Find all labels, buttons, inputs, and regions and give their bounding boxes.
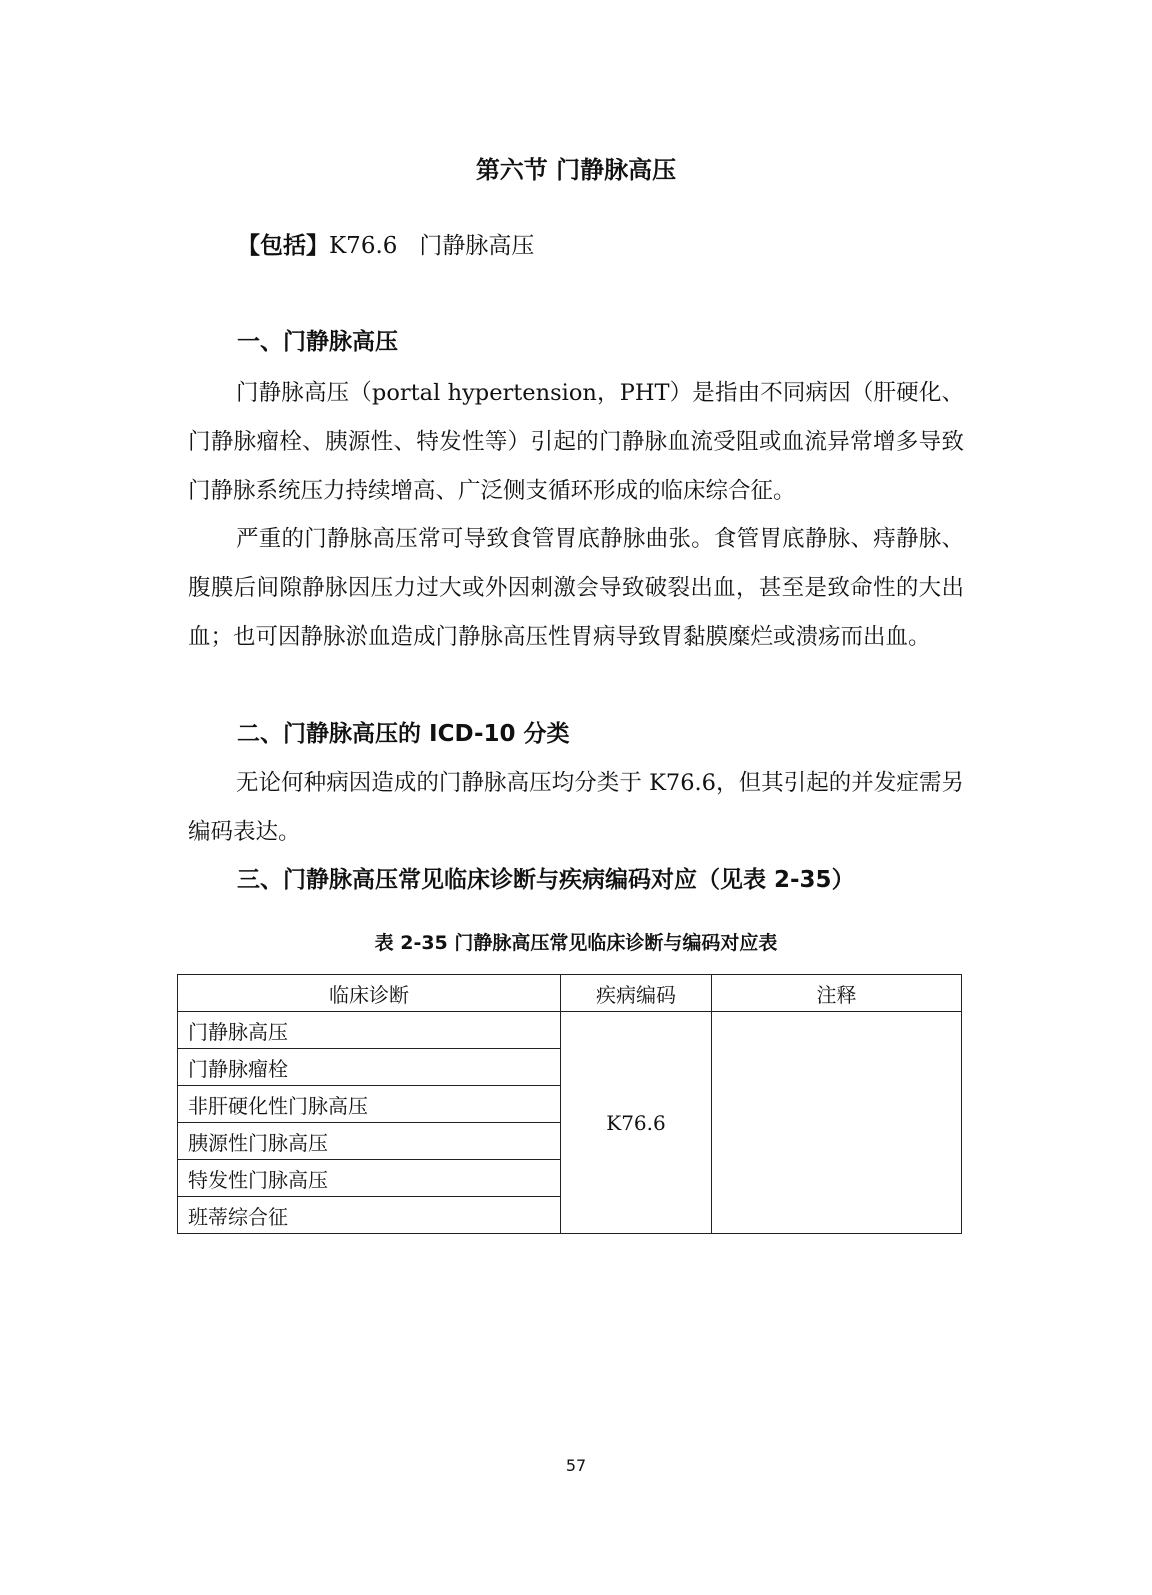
includes-name: 门静脉高压: [419, 233, 535, 259]
table-caption: 表 2-35 门静脉高压常见临床诊断与编码对应表: [374, 932, 778, 954]
paragraph-2: 严重的门静脉高压常可导致食管胃底静脉曲张。食管胃底静脉、痔静脉、腹膜后间隙静脉因压力过大或外因刺激会导致破裂出血，甚至是致命性的大出血；也可因静脉淤血造成门静脉高压性胃病导致胃黏膜糜烂或溃疡而出血。: [188, 526, 964, 650]
diagnosis-cell: 特发性门脉高压: [178, 1160, 561, 1197]
heading-2: 二、门静脉高压的 ICD-10 分类: [237, 721, 570, 747]
diagnosis-cell: 胰源性门脉高压: [178, 1123, 561, 1160]
paragraph-1: 门静脉高压（portal hypertension，PHT）是指由不同病因（肝硬化、门静脉瘤栓、胰源性、特发性等）引起的门静脉血流受阻或血流异常增多导致门静脉系统压力持续增高、广泛侧支循环形成的临床综合征。: [188, 380, 964, 504]
diagnosis-cell: 非肝硬化性门脉高压: [178, 1086, 561, 1123]
includes-line: [237, 226, 534, 266]
includes-label: 【包括】: [237, 233, 329, 259]
section-title: 第六节 门静脉高压: [475, 156, 677, 184]
table-row: [178, 1012, 962, 1049]
diagnosis-cell: 班蒂综合征: [178, 1197, 561, 1234]
table-header-row: [178, 975, 962, 1012]
header-note: 注释: [712, 975, 962, 1012]
heading-3: 三、门静脉高压常见临床诊断与疾病编码对应（见表 2-35）: [237, 867, 855, 893]
includes-code: K76.6: [329, 233, 398, 259]
paragraph-3: 无论何种病因造成的门静脉高压均分类于 K76.6，但其引起的并发症需另编码表达。: [188, 770, 964, 845]
page-number: 57: [565, 1456, 587, 1475]
heading-1: 一、门静脉高压: [237, 329, 398, 355]
icd-table: [177, 974, 962, 1234]
diagnosis-cell: 门静脉高压: [178, 1012, 561, 1049]
code-cell: K76.6: [561, 1012, 712, 1234]
header-diagnosis: 临床诊断: [178, 975, 561, 1012]
diagnosis-cell: 门静脉瘤栓: [178, 1049, 561, 1086]
header-code: 疾病编码: [561, 975, 712, 1012]
note-cell: [712, 1012, 962, 1234]
